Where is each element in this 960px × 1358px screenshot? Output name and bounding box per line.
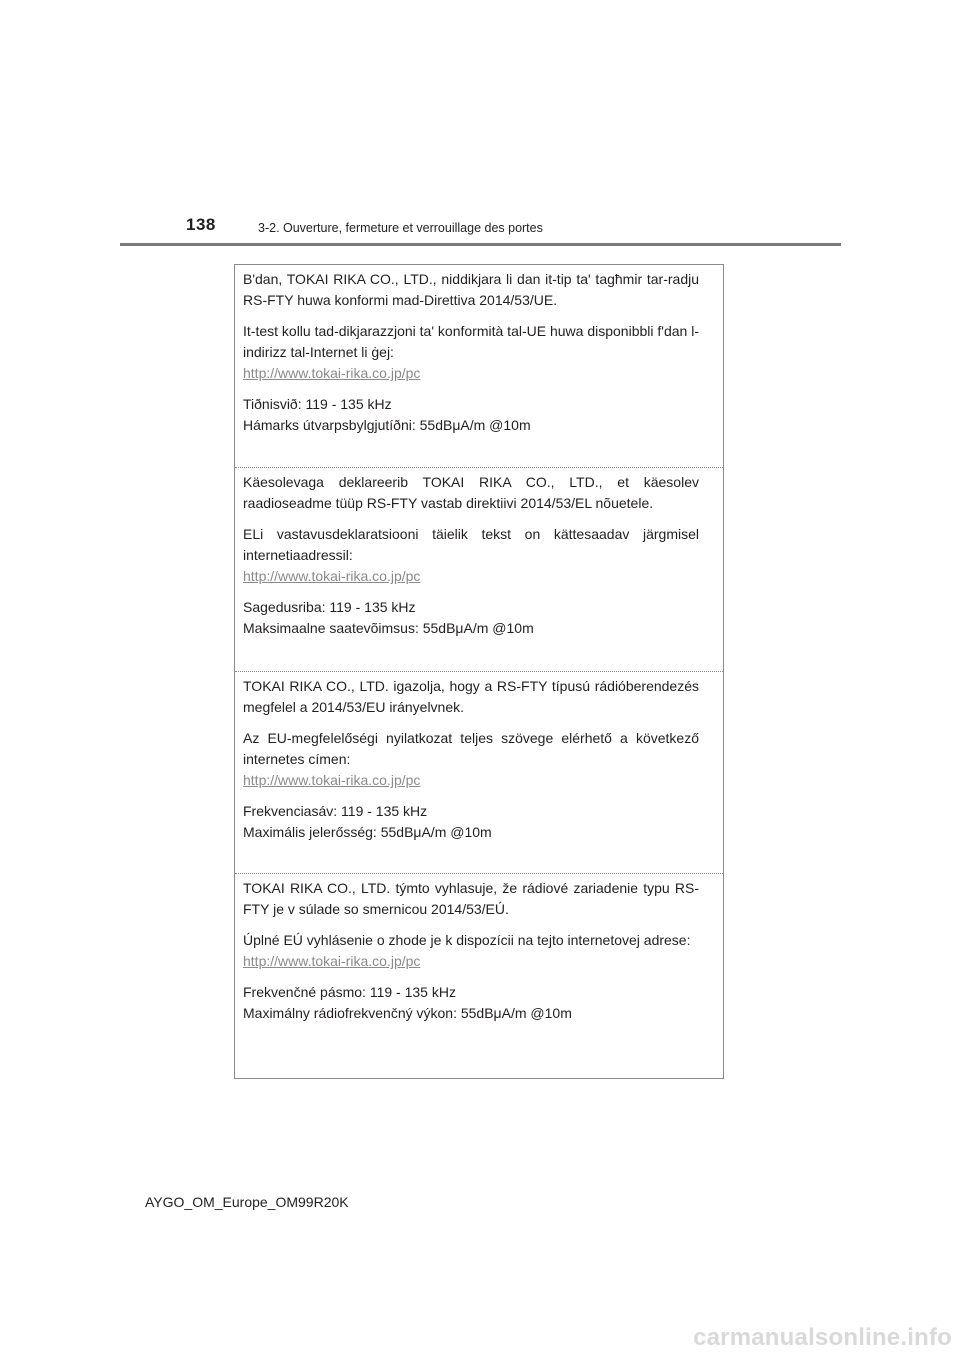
availability-label: Az EU-megfelelőségi nyilatkozat teljes szövege elérhető a következő internetes címen: bbox=[243, 730, 699, 767]
availability-text bbox=[243, 930, 699, 972]
availability-text bbox=[243, 524, 699, 587]
radio-specs bbox=[243, 982, 699, 1024]
declaration-section-hungarian bbox=[235, 671, 723, 843]
declaration-url-link[interactable]: http://www.tokai-rika.co.jp/pc bbox=[243, 953, 421, 969]
declaration-url-link[interactable]: http://www.tokai-rika.co.jp/pc bbox=[243, 365, 421, 381]
frequency-band: Frekvenciasáv: 119 - 135 kHz bbox=[243, 803, 428, 819]
max-power: Maximálny rádiofrekvenčný výkon: 55dBμA/m @10m bbox=[243, 1005, 572, 1021]
availability-label: Úplné EÚ vyhlásenie o zhode je k dispozícii na tejto internetovej adrese: bbox=[243, 932, 691, 948]
document-code: AYGO_OM_Europe_OM99R20K bbox=[145, 1194, 349, 1210]
declaration-url-link[interactable]: http://www.tokai-rika.co.jp/pc bbox=[243, 772, 421, 788]
declaration-text: Käesolevaga deklareerib TOKAI RIKA CO., LTD., et käesolev raadioseadme tüüp RS-FTY vastab direktiivi 2014/53/EL nõuetele. bbox=[243, 474, 699, 511]
declaration-text: TOKAI RIKA CO., LTD. týmto vyhlasuje, že rádiové zariadenie typu RS-FTY je v súlade so smernicou 2014/53/EÚ. bbox=[243, 880, 699, 917]
declaration-box bbox=[234, 264, 724, 1079]
radio-specs bbox=[243, 394, 699, 436]
radio-specs bbox=[243, 801, 699, 843]
frequency-band: Sagedusriba: 119 - 135 kHz bbox=[243, 599, 416, 615]
section-title: 3-2. Ouverture, fermeture et verrouillage des portes bbox=[258, 221, 543, 235]
header-rule bbox=[120, 243, 841, 246]
availability-text bbox=[243, 728, 699, 791]
max-power: Hámarks útvarpsbylgjutíðni: 55dBμA/m @10m bbox=[243, 417, 531, 433]
declaration-url-link[interactable]: http://www.tokai-rika.co.jp/pc bbox=[243, 568, 421, 584]
declaration-section-estonian bbox=[235, 467, 723, 639]
watermark: carmanualsonline.info bbox=[693, 1324, 952, 1351]
max-power: Maximális jelerősség: 55dBμA/m @10m bbox=[243, 824, 492, 840]
availability-label: It-test kollu tad-dikjarazzjoni ta' konformità tal-UE huwa disponibbli f'dan l-indirizz tal-Internet li ġej: bbox=[243, 323, 699, 360]
declaration-section-slovak bbox=[235, 873, 723, 1024]
radio-specs bbox=[243, 597, 699, 639]
declaration-text: TOKAI RIKA CO., LTD. igazolja, hogy a RS-FTY típusú rádióberendezés megfelel a 2014/53/EU irányelvnek. bbox=[243, 678, 699, 715]
frequency-band: Frekvenčné pásmo: 119 - 135 kHz bbox=[243, 984, 456, 1000]
availability-text bbox=[243, 321, 699, 384]
page-number: 138 bbox=[186, 215, 216, 234]
frequency-band: Tiðnisvið: 119 - 135 kHz bbox=[243, 396, 392, 412]
declaration-section-maltese bbox=[235, 265, 723, 436]
availability-label: ELi vastavusdeklaratsiooni täielik tekst on kättesaadav järgmisel internetiaadressil: bbox=[243, 526, 699, 563]
max-power: Maksimaalne saatevõimsus: 55dBμA/m @10m bbox=[243, 620, 534, 636]
declaration-text: B'dan, TOKAI RIKA CO., LTD., niddikjara li dan it-tip ta' tagħmir tar-radju RS-FTY huwa konformi mad-Direttiva 2014/53/UE. bbox=[243, 271, 699, 308]
